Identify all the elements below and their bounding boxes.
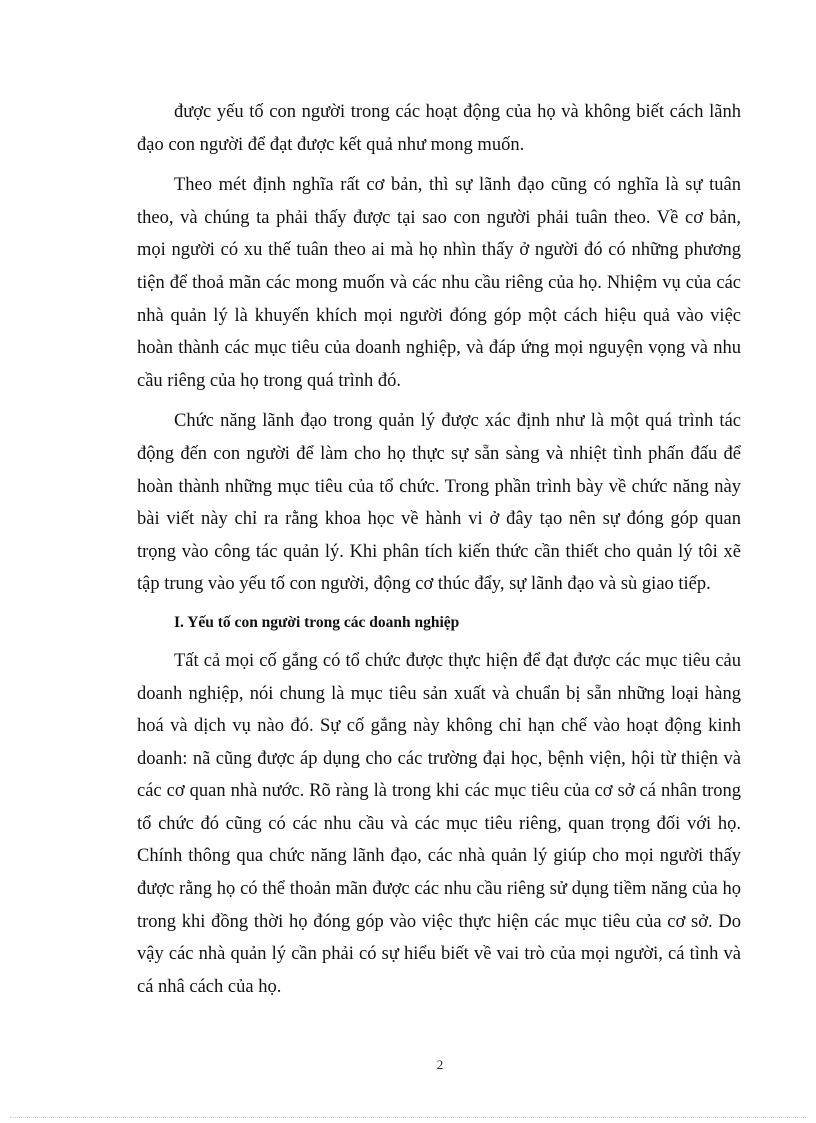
paragraph-continuation: được yếu tố con người trong các hoạt động của họ và không biết cách lãnh đạo con người để đạt được kết quả như mong muốn. [137, 102, 741, 155]
paragraph-leadership-function: Chức năng lãnh đạo trong quản lý được xác định như là một quá trình tác động đến con người để làm cho họ thực sự sẵn sàng và nhiệt tình phấn đấu để hoàn thành những mục tiêu của tổ chức. Trong phần trình bày về chức năng này bài viết này chỉ ra rằng khoa học về hành vi ở đây tạo nên sự đóng góp quan trọng vào công tác quản lý. Khi phân tích kiến thức cần thiết cho quản lý tôi xẽ tập trung vào yếu tố con người, động cơ thúc đẩy, sự lãnh đạo và sù giao tiếp. [137, 411, 741, 595]
section-heading: I. Yếu tố con người trong các doanh nghiệp [174, 613, 460, 631]
paragraph-leadership-definition: Theo mét định nghĩa rất cơ bản, thì sự lãnh đạo cũng có nghĩa là sự tuân theo, và chúng ta phải thấy được tại sao con người phải tuân theo. Về cơ bản, mọi người có xu thế tuân theo ai mà họ nhìn thấy ở người đó có những phương tiện để thoả mãn các mong muốn và các nhu cầu riêng của họ. Nhiệm vụ của các nhà quản lý là khuyến khích mọi người đóng góp một cách hiệu quả vào việc hoàn thành các mục tiêu của doanh nghiệp, và đáp ứng mọi nguyện vọng và nhu cầu riêng của họ trong quá trình đó. [137, 175, 741, 391]
page-divider [10, 1117, 806, 1118]
page-number: 2 [436, 1057, 444, 1072]
body-text [137, 96, 741, 1003]
paragraph-human-factor: Tất cả mọi cố gắng có tổ chức được thực hiện để đạt được các mục tiêu cảu doanh nghiệp, nói chung là mục tiêu sản xuất và chuẩn bị sẵn những loại hàng hoá và dịch vụ nào đó. Sự cố gắng này không chỉ hạn chế vào hoạt động kinh doanh: nã cũng được áp dụng cho các trường đại học, bệnh viện, hội từ thiện và các cơ quan nhà nước. Rõ ràng là trong khi các mục tiêu của cơ sở cá nhân trong tổ chức đó cũng có các nhu cầu và các mục tiêu riêng, quan trọng đối với họ. Chính thông qua chức năng lãnh đạo, các nhà quản lý giúp cho mọi người thấy được rằng họ có thể thoản mãn được các nhu cầu riêng sử dụng tiềm năng của họ trong khi đồng thời họ đóng góp vào việc thực hiện các mục tiêu của cơ sở. Do vậy các nhà quản lý cần phải có sự hiểu biết về vai trò của mọi người, cá tình và cá nhâ cách của họ. [137, 650, 741, 997]
